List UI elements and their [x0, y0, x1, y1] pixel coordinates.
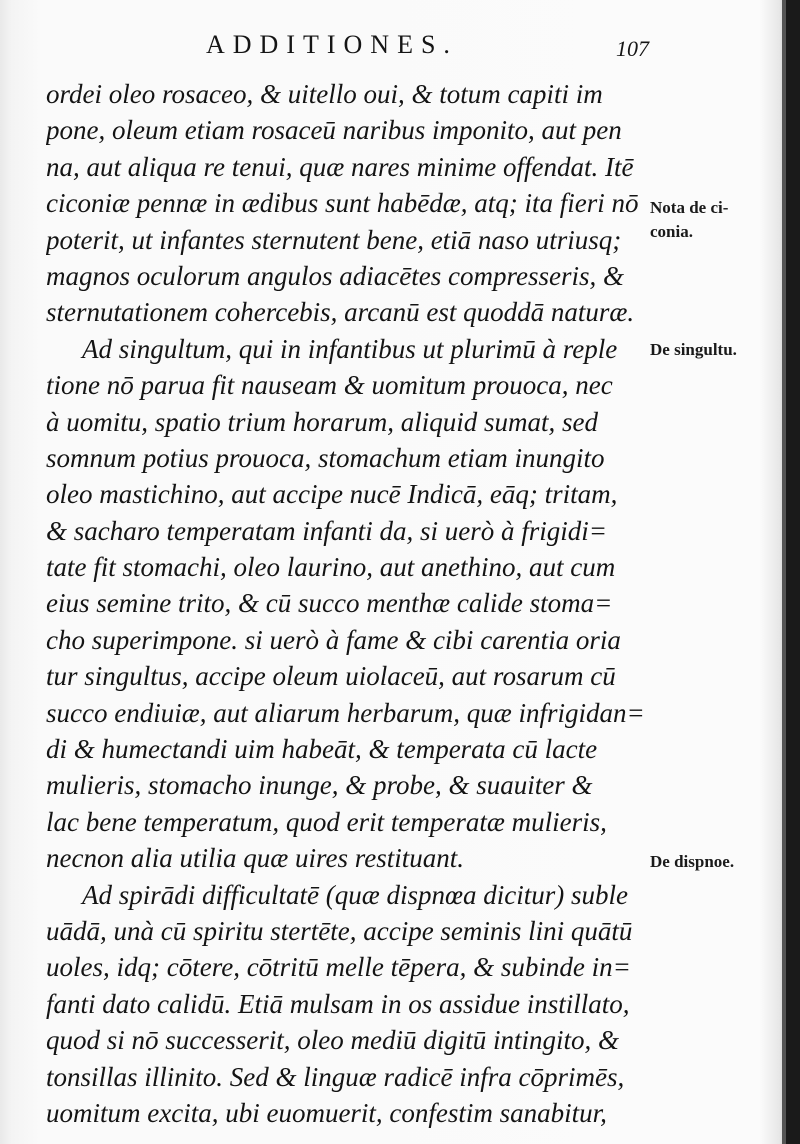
text-line: à uomitu, spatio trium horarum, aliquid sumat, sed — [46, 406, 599, 437]
paragraph — [46, 877, 650, 1132]
margin-note: Nota de ci- — [650, 198, 729, 217]
text-line: pone, oleum etiam rosaceū naribus imponito, aut pen — [46, 115, 622, 146]
text-line: succo endiuiæ, aut aliarum herbarum, quæ infrigidan= — [46, 697, 645, 728]
text-line: mulieris, stomacho inunge, & probe, & suauiter & — [46, 770, 593, 801]
text-line: eius semine trito, & cū succo menthæ calide stoma= — [46, 588, 613, 619]
text-line: necnon alia utilia quæ uires restituant. — [46, 843, 464, 874]
text-line: somnum potius prouoca, stomachum etiam inungito — [46, 442, 605, 473]
text-line: magnos oculorum angulos adiacētes compresseris, & — [46, 260, 624, 291]
margin-note: De singultu. — [650, 340, 737, 359]
body-text — [46, 76, 650, 1131]
text-line: ordei oleo rosaceo, & uitello oui, & totum capiti im — [46, 79, 603, 109]
text-line: uādā, unà cū spiritu stertēte, accipe seminis lini quātū — [46, 915, 633, 946]
text-line: lac bene temperatum, quod erit temperatæ mulieris, — [46, 806, 607, 837]
text-line: Ad singultum, qui in infantibus ut plurimū à reple — [82, 333, 618, 364]
text-line: uoles, idq; cōtere, cōtritū melle tēpera, & subinde in= — [46, 952, 631, 983]
running-head: ADDITIONES. — [206, 30, 458, 59]
paragraph — [46, 331, 650, 877]
text-line: sternutationem cohercebis, arcanū est quoddā naturæ. — [46, 297, 635, 328]
text-line: cho superimpone. si uerò à fame & cibi carentia oria — [46, 624, 621, 655]
text-line: quod si nō successerit, oleo mediū digitū intingito, & — [46, 1025, 619, 1056]
text-line: ciconiæ pennæ in ædibus sunt habēdæ, atq; ita fieri nō — [46, 188, 639, 219]
text-line: tione nō parua fit nauseam & uomitum prouoca, nec — [46, 370, 613, 401]
text-line: di & humectandi uim habeāt, & temperata cū lacte — [46, 734, 598, 765]
text-line: & sacharo temperatam infanti da, si uerò à frigidi= — [46, 515, 607, 546]
text-line: uomitum excita, ubi euomuerit, confestim sanabitur, — [46, 1097, 607, 1128]
book-spine — [786, 0, 800, 1144]
text-line: tonsillas illinito. Sed & linguæ radicē infra cōprimēs, — [46, 1061, 625, 1092]
page-number: 107 — [616, 36, 649, 61]
text-line: tate fit stomachi, oleo laurino, aut anethino, aut cum — [46, 552, 616, 583]
paragraph — [46, 76, 650, 331]
text-line: tur singultus, accipe oleum uiolaceū, aut rosarum cū — [46, 661, 616, 692]
margin-notes — [650, 0, 778, 1144]
text-line: na, aut aliqua re tenui, quæ nares minime offendat. Itē — [46, 151, 634, 182]
text-line: oleo mastichino, aut accipe nucē Indicā, eāq; tritam, — [46, 479, 618, 510]
text-line: poterit, ut infantes sternutent bene, etiā naso utriusq; — [46, 224, 622, 255]
text-line: fanti dato calidū. Etiā mulsam in os assidue instillato, — [46, 988, 630, 1019]
margin-note: De dispnoe. — [650, 852, 735, 871]
text-line: Ad spirādi difficultatē (quæ dispnœa dicitur) suble — [82, 879, 628, 910]
margin-note: conia. — [650, 222, 693, 241]
